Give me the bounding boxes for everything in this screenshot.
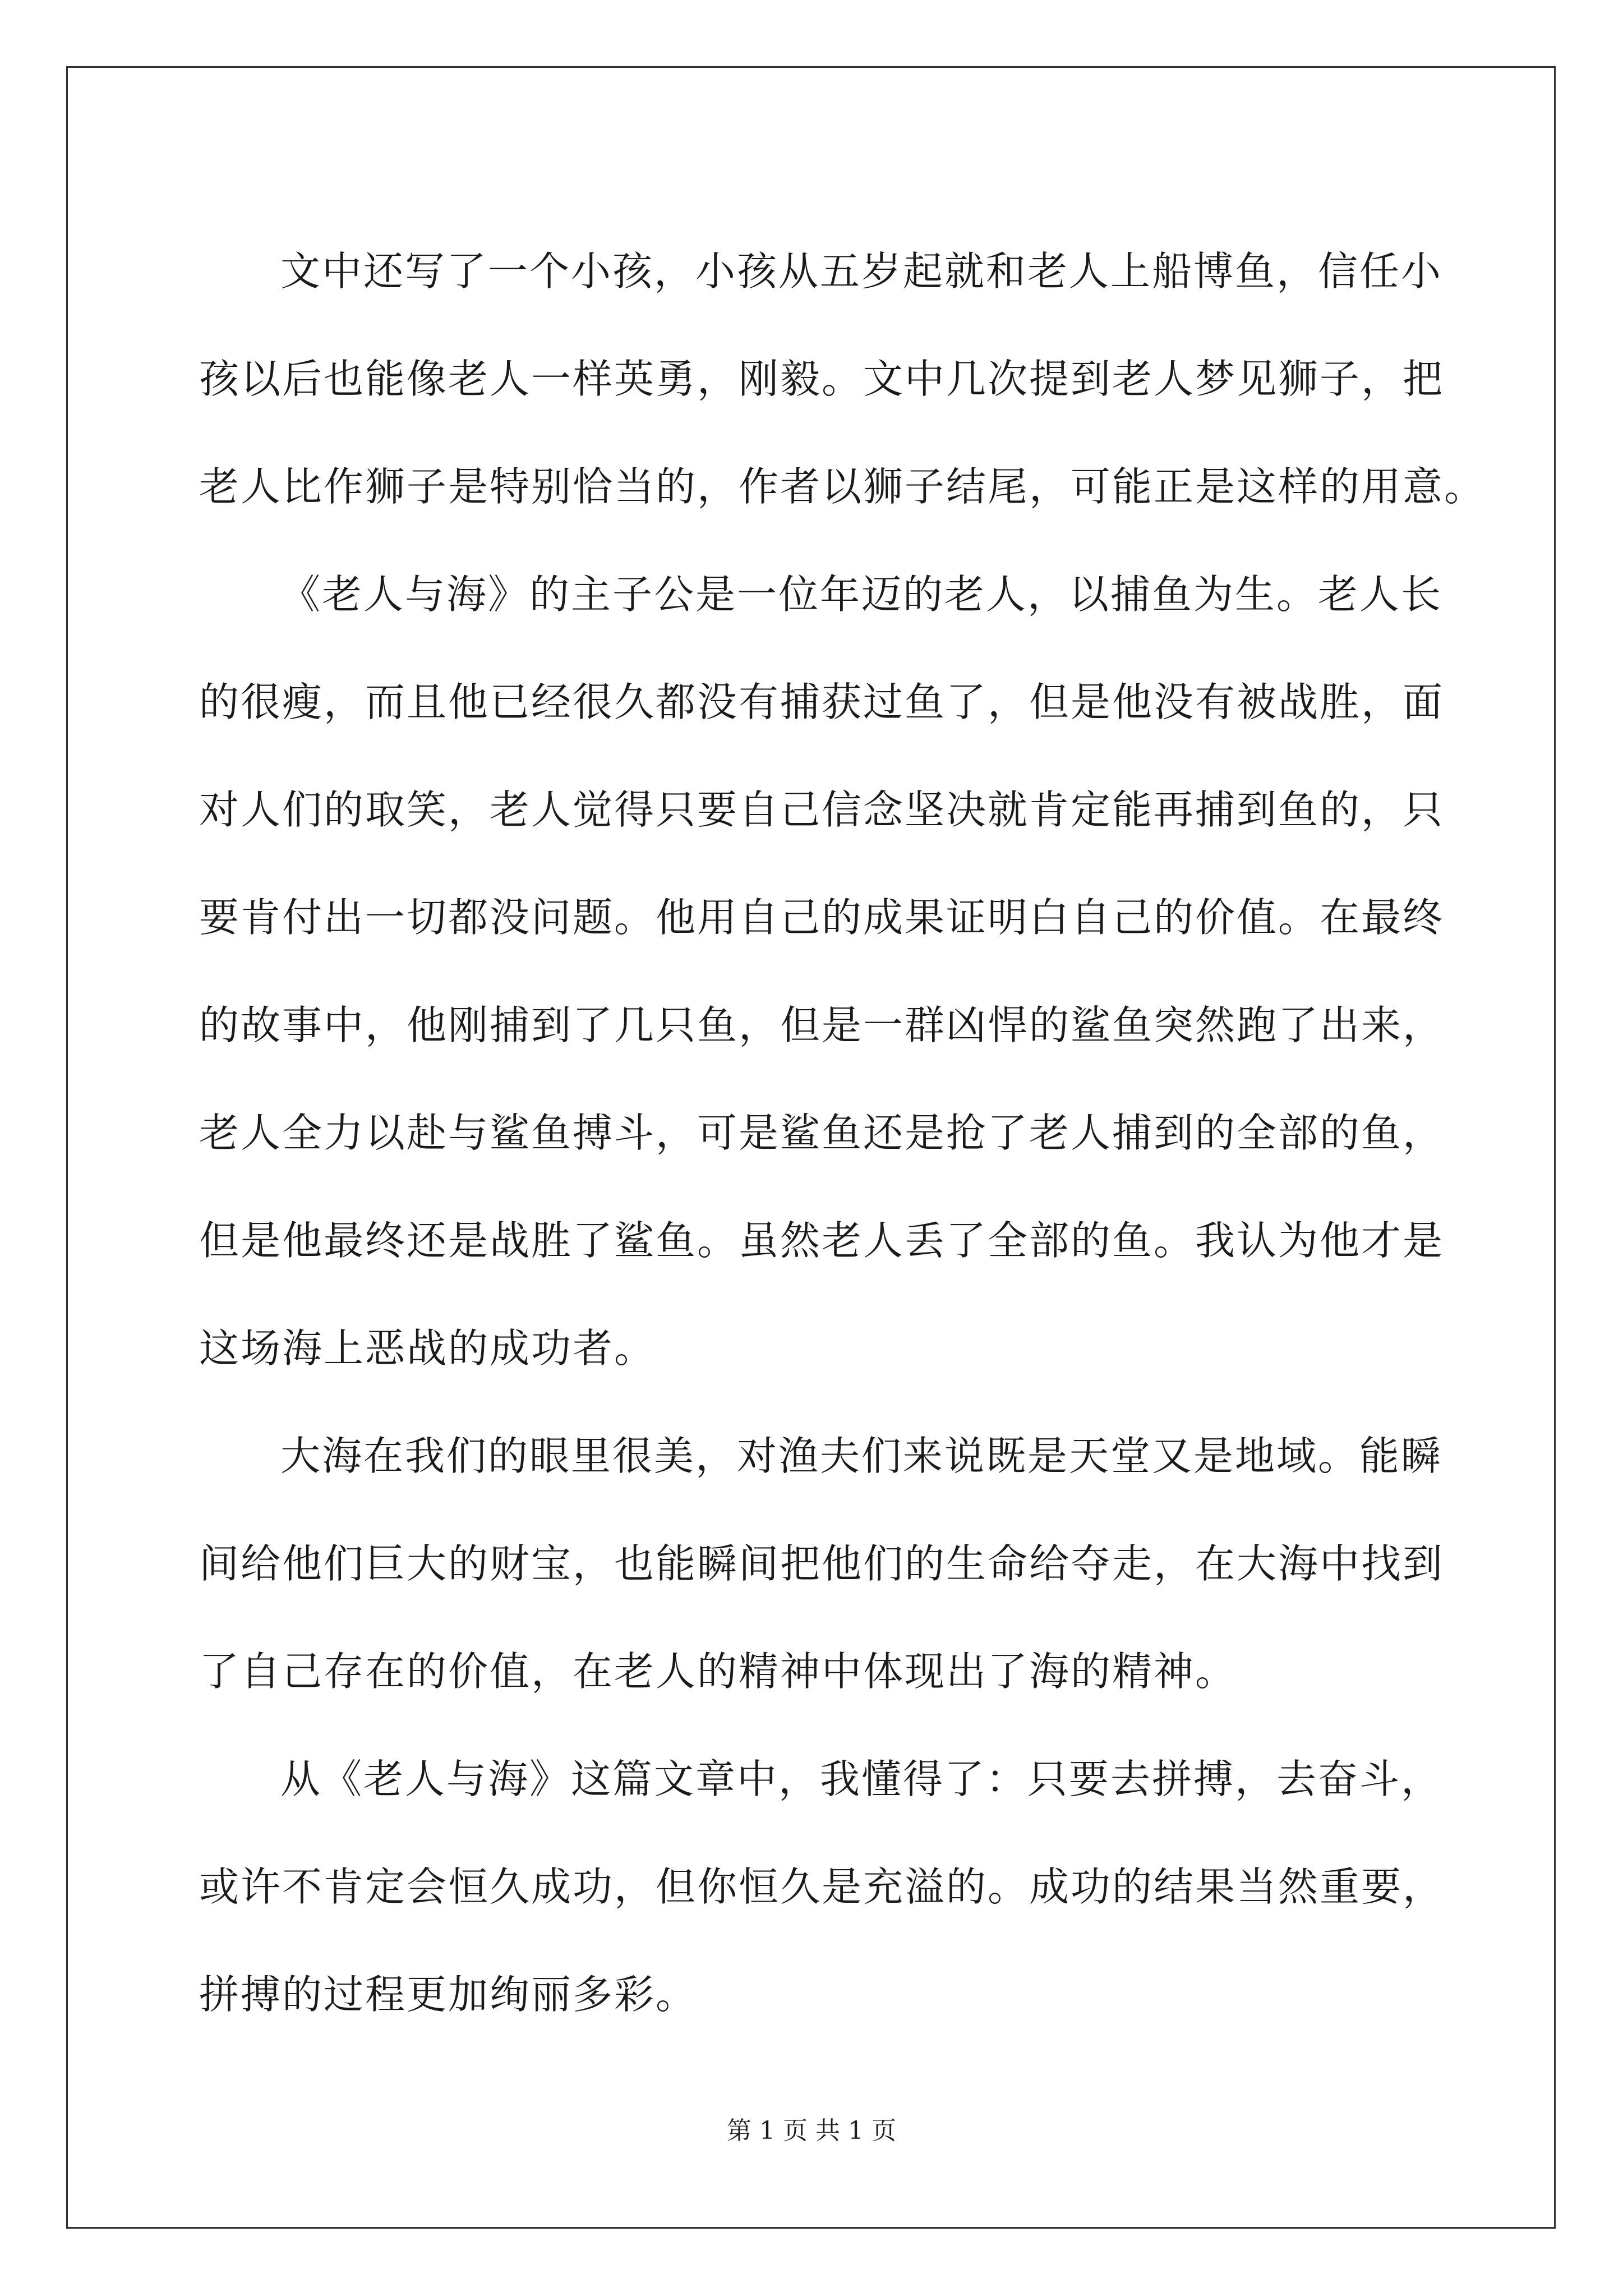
document-body (199, 218, 1486, 2049)
text-line: 要肯付出一切都没问题。他用自己的成果证明白自己的价值。在最终 (199, 894, 1445, 941)
text-line: 从《老人与海》这篇文章中，我懂得了：只要去拼搏，去奋斗， (280, 1756, 1443, 1802)
text-line: 这场海上恶战的成功者。 (199, 1325, 656, 1372)
text-line: 对人们的取笑，老人觉得只要自己信念坚决就肯定能再捕到鱼的，只 (199, 786, 1445, 833)
text-line: 或许不肯定会恒久成功，但你恒久是充溢的。成功的结果当然重要， (199, 1864, 1445, 1910)
text-line: 文中还写了一个小孩，小孩从五岁起就和老人上船博鱼，信任小 (280, 248, 1443, 295)
text-line: 老人全力以赴与鲨鱼搏斗，可是鲨鱼还是抢了老人捕到的全部的鱼， (199, 1110, 1445, 1156)
text-line: 了自己存在的价值，在老人的精神中体现出了海的精神。 (199, 1648, 1237, 1695)
text-line: 大海在我们的眼里很美，对渔夫们来说既是天堂又是地域。能瞬 (280, 1433, 1443, 1479)
text-line: 但是他最终还是战胜了鲨鱼。虽然老人丢了全部的鱼。我认为他才是 (199, 1217, 1445, 1264)
text-line: 间给他们巨大的财宝，也能瞬间把他们的生命给夺走，在大海中找到 (199, 1540, 1445, 1587)
text-line: 《老人与海》的主子公是一位年迈的老人，以捕鱼为生。老人长 (280, 571, 1443, 618)
text-line: 拼搏的过程更加绚丽多彩。 (199, 1971, 698, 2018)
text-line: 的很瘦，而且他已经很久都没有捕获过鱼了，但是他没有被战胜，面 (199, 679, 1445, 725)
text-line: 老人比作狮子是特别恰当的，作者以狮子结尾，可能正是这样的用意。 (199, 463, 1486, 510)
page-number-footer: 第 1 页 共 1 页 (727, 2116, 896, 2145)
text-line: 孩以后也能像老人一样英勇，刚毅。文中几次提到老人梦见狮子，把 (199, 356, 1445, 402)
text-line: 的故事中，他刚捕到了几只鱼，但是一群凶悍的鲨鱼突然跑了出来， (199, 1002, 1445, 1048)
